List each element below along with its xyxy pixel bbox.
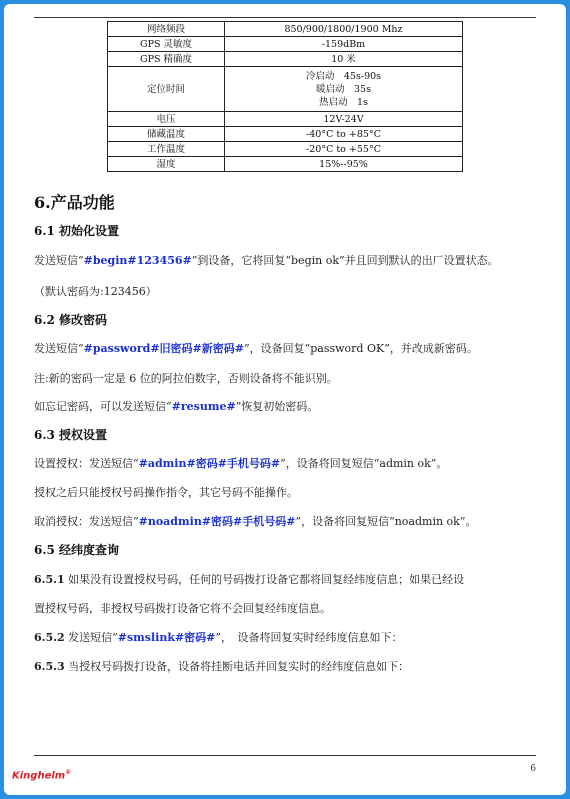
text: 当授权号码拨打设备，设备将挂断电话并回复实时的经纬度信息如下： bbox=[64, 660, 410, 673]
paragraph: （默认密码为:123456） bbox=[34, 285, 157, 298]
text: ”，设备回复“password OK”，并改成新密码。 bbox=[244, 342, 478, 355]
clause-number: 6.5.2 bbox=[34, 631, 65, 644]
paragraph bbox=[34, 571, 544, 587]
heading-6-1: 6.1 初始化设置 bbox=[34, 224, 120, 238]
spec-table bbox=[107, 21, 463, 172]
spec-value: -40°C to +85°C bbox=[225, 127, 463, 142]
heading-6-5: 6.5 经纬度查询 bbox=[34, 543, 120, 557]
spec-value: -20°C to +55°C bbox=[225, 142, 463, 157]
spec-value: -159dBm bbox=[225, 37, 463, 52]
clause-number: 6.5.1 bbox=[34, 573, 65, 586]
sms-command: #begin#123456# bbox=[83, 254, 192, 267]
text: 发送短信“ bbox=[64, 631, 118, 644]
paragraph bbox=[34, 629, 544, 645]
spec-value: 10 米 bbox=[225, 52, 463, 67]
text: 发送短信“ bbox=[34, 254, 84, 267]
spec-value: 15%--95% bbox=[225, 157, 463, 172]
sms-command: #resume# bbox=[171, 400, 236, 413]
spec-key: GPS 精确度 bbox=[108, 52, 225, 67]
text: ”到设备，它将回复“begin ok”并且回到默认的出厂设置状态。 bbox=[191, 254, 499, 267]
sms-command: #admin#密码#手机号码# bbox=[138, 457, 281, 470]
spec-key: 储藏温度 bbox=[108, 127, 225, 142]
kinghelm-logo bbox=[12, 769, 71, 781]
text: ”， 设备将回复实时经纬度信息如下： bbox=[215, 631, 403, 644]
text: 如果没有设置授权号码，任何的号码拨打设备它都将回复经纬度信息；如果已经设 bbox=[64, 573, 465, 586]
table-row bbox=[108, 127, 463, 142]
paragraph bbox=[34, 398, 544, 414]
heading-6-2: 6.2 修改密码 bbox=[34, 313, 108, 327]
document-page bbox=[4, 4, 566, 795]
paragraph: 置授权号码，非授权号码拨打设备它将不会回复经纬度信息。 bbox=[34, 602, 331, 615]
sms-command: #noadmin#密码#手机号码# bbox=[138, 515, 296, 528]
spec-key: 网络频段 bbox=[108, 22, 225, 37]
text: 设置授权：发送短信“ bbox=[34, 457, 139, 470]
paragraph bbox=[34, 252, 544, 268]
spec-key: 电压 bbox=[108, 112, 225, 127]
text: ”恢复初始密码。 bbox=[235, 400, 319, 413]
table-row bbox=[108, 142, 463, 157]
text: ”，设备将回复短信“noadmin ok”。 bbox=[295, 515, 477, 528]
spec-value: 850/900/1800/1900 Mhz bbox=[225, 22, 463, 37]
table-row bbox=[108, 112, 463, 127]
text: 如忘记密码，可以发送短信“ bbox=[34, 400, 172, 413]
paragraph bbox=[34, 513, 544, 529]
spec-key: 湿度 bbox=[108, 157, 225, 172]
paragraph: 注:新的密码一定是 6 位的阿拉伯数字，否则设备将不能识别。 bbox=[34, 372, 338, 385]
text: ”，设备将回复短信“admin ok”。 bbox=[280, 457, 448, 470]
paragraph bbox=[34, 340, 544, 356]
spec-key: 工作温度 bbox=[108, 142, 225, 157]
clause-number: 6.5.3 bbox=[34, 660, 65, 673]
header-rule bbox=[34, 17, 536, 18]
spec-key: GPS 灵敏度 bbox=[108, 37, 225, 52]
spec-key: 定位时间 bbox=[108, 67, 225, 112]
sms-command: #password#旧密码#新密码# bbox=[83, 342, 244, 355]
footer-rule bbox=[34, 755, 536, 756]
sms-command: #smslink#密码# bbox=[117, 631, 216, 644]
warm-start: 暖启动 35s bbox=[316, 83, 371, 95]
cold-start: 冷启动 45s-90s bbox=[305, 70, 382, 82]
paragraph bbox=[34, 455, 544, 471]
section-title: 6.产品功能 bbox=[34, 193, 115, 212]
text: 取消授权：发送短信“ bbox=[34, 515, 139, 528]
paragraph bbox=[34, 658, 544, 674]
hot-start: 热启动 1s bbox=[319, 96, 368, 108]
table-row bbox=[108, 67, 463, 112]
paragraph: 授权之后只能授权号码操作指令，其它号码不能操作。 bbox=[34, 486, 298, 499]
table-row bbox=[108, 22, 463, 37]
trademark-mark: ® bbox=[65, 769, 72, 776]
page-number: 6 bbox=[530, 764, 536, 774]
heading-6-3: 6.3 授权设置 bbox=[34, 428, 108, 442]
table-row bbox=[108, 37, 463, 52]
table-row bbox=[108, 157, 463, 172]
text: 发送短信“ bbox=[34, 342, 84, 355]
spec-value bbox=[225, 67, 463, 112]
logo-text: Kinghelm bbox=[12, 770, 66, 782]
table-row bbox=[108, 52, 463, 67]
spec-value: 12V-24V bbox=[225, 112, 463, 127]
